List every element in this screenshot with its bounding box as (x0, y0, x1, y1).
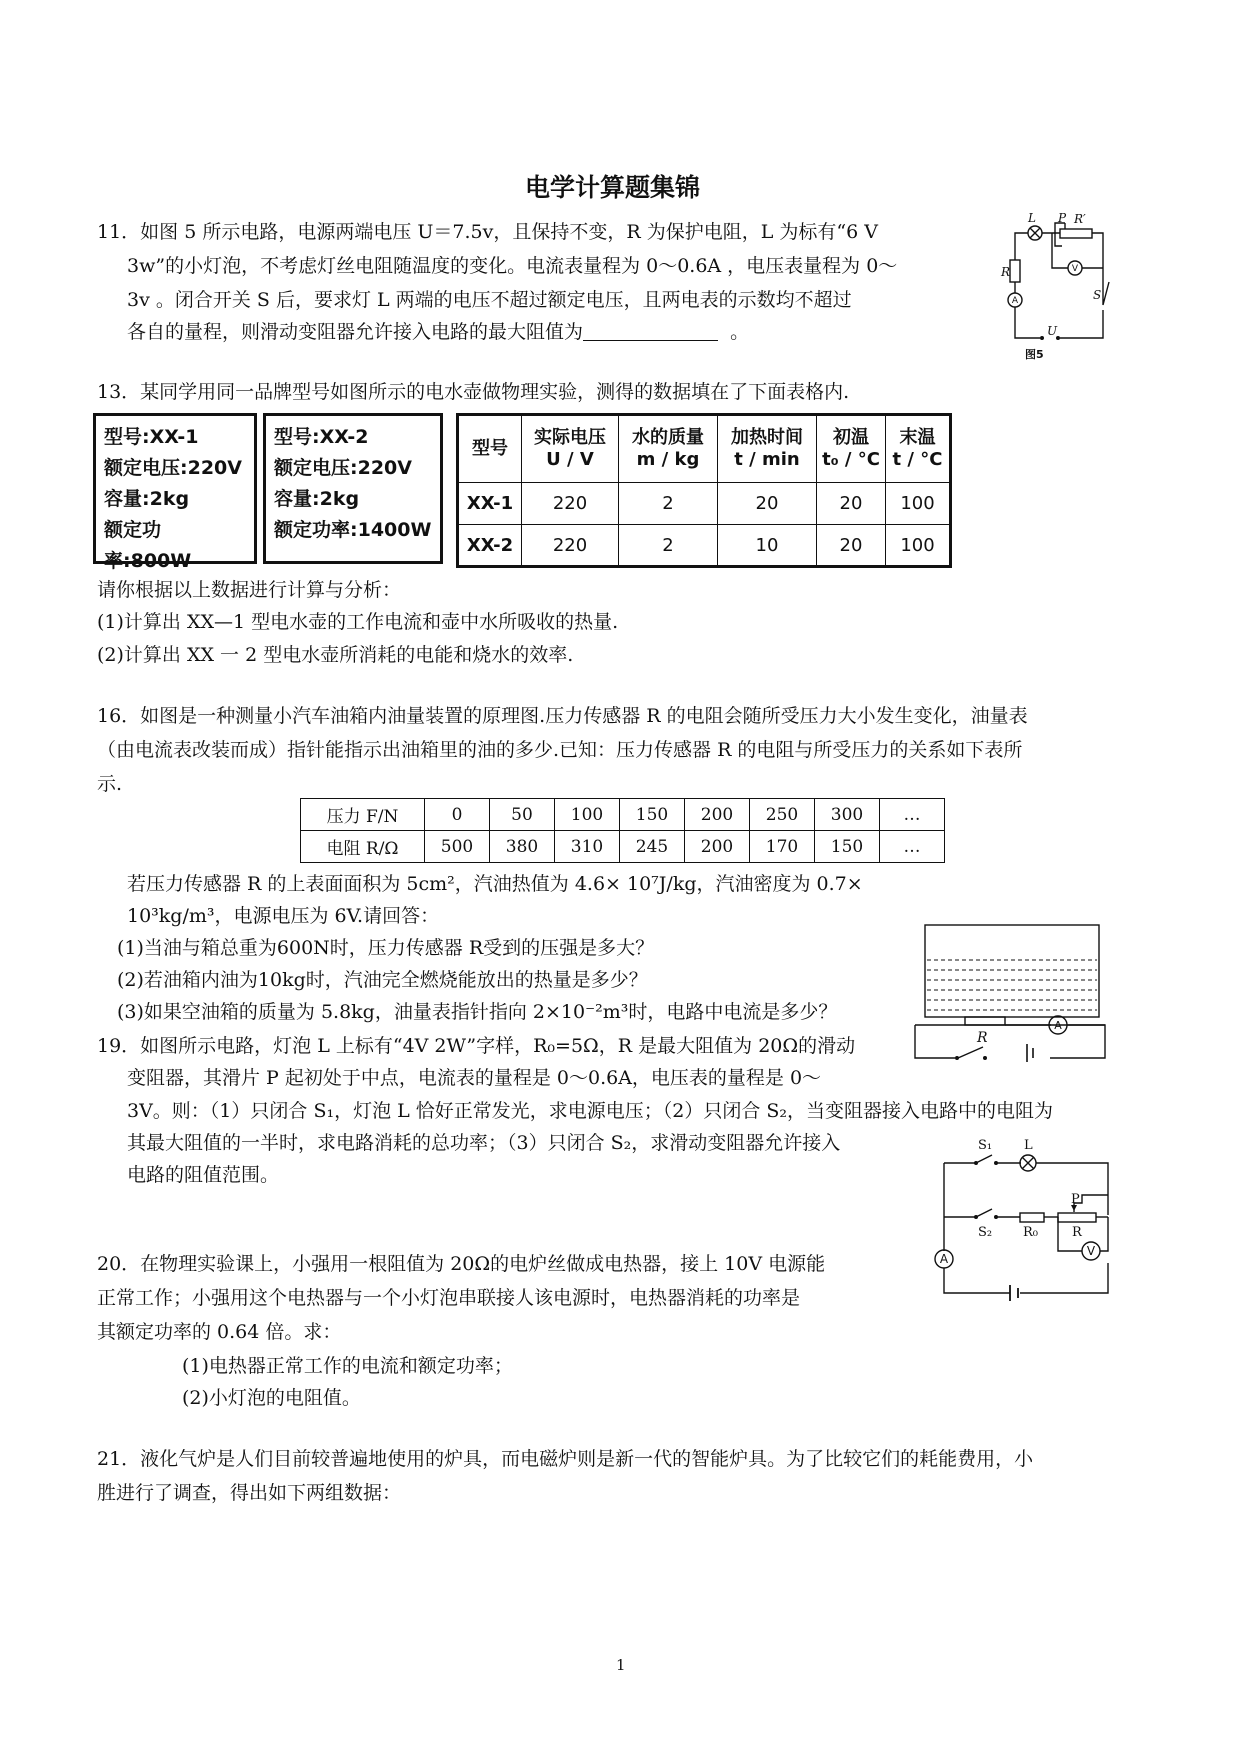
q19-line-4: 其最大阻值的一半时，求电路消耗的总功率；（3）只闭合 S₂，求滑动变阻器允许接入 (127, 1132, 841, 1154)
resistor-icon (1010, 260, 1020, 282)
answer-blank (583, 320, 718, 341)
fuel-tank-diagram (905, 922, 1115, 1062)
q16-pressure-table (300, 798, 945, 863)
q13-part-2: (2)计算出 XX 一 2 型电水壶所消耗的电能和烧水的效率. (97, 644, 574, 666)
q16-part-1: (1)当油与箱总重为600N时，压力传感器 R受到的压强是多大？ (117, 937, 655, 959)
table-row: XX-1 220 2 20 20 100 (458, 483, 951, 525)
plate2-line-3: 容量:2kg (274, 488, 360, 510)
q21-line-1: 21．液化气炉是人们目前较普遍地使用的炉具，而电磁炉则是新一代的智能炉具。为了比较它们的耗能费用，小 (97, 1448, 1034, 1470)
th-time: 加热时间 t / min (718, 415, 817, 483)
plate1-line-2: 额定电压:220V (104, 457, 242, 479)
q20-line-3: 其额定功率的 0.64 倍。求： (97, 1321, 342, 1343)
q19-label-S2: S₂ (978, 1225, 993, 1240)
fig5-label-Rp: R′ (1074, 212, 1086, 226)
table-row: XX-2 220 2 10 20 100 (458, 525, 951, 567)
q16-given-2: 10³kg/m³，电源电压为 6V.请回答： (127, 905, 440, 927)
q13-data-table (456, 413, 952, 568)
q13-intro: 13．某同学用同一品牌型号如图所示的电水壶做物理实验，测得的数据填在了下面表格内. (97, 381, 850, 403)
tank-label-R: R (977, 1030, 988, 1046)
th-initial-temp: 初温 t₀ / °C (817, 415, 886, 483)
table-row: 压力 F/N 0 50 100 150 200 250 300 … (301, 799, 945, 831)
q19-label-S1: S₁ (978, 1138, 993, 1153)
plate1-line-3: 容量:2kg (104, 488, 190, 510)
q11-line-4 (127, 320, 749, 344)
q19-label-P: P (1071, 1192, 1080, 1207)
q20-line-1: 20．在物理实验课上，小强用一根阻值为 20Ω的电炉丝做成电热器，接上 10V 电源能 (97, 1253, 826, 1275)
q16-line-2: （由电流表改装而成）指针能指示出油箱里的油的多少.已知：压力传感器 R 的电阻与所受压力的关系如下表所 (97, 739, 1023, 761)
fig5-label-U: U (1047, 324, 1058, 338)
th-model: 型号 (458, 415, 522, 483)
rheostat-r-icon (1058, 1213, 1096, 1222)
plate2-line-2: 额定电压:220V (274, 457, 412, 479)
plate1-line-4: 额定功率:800W (104, 519, 192, 572)
q19-label-V: V (1086, 1244, 1096, 1258)
q13-part-1: (1)计算出 XX—1 型电水壶的工作电流和壶中水所吸收的热量. (97, 611, 619, 633)
rheostat-icon (1060, 229, 1092, 238)
q20-line-2: 正常工作；小强用这个电热器与一个小灯泡串联接人该电源时，电热器消耗的功率是 (97, 1287, 801, 1309)
th-mass: 水的质量 m / kg (619, 415, 718, 483)
q16-part-3: (3)如果空油箱的质量为 5.8kg，油量表指针指向 2×10⁻²m³时，电路中电流是多少？ (117, 1001, 838, 1023)
table-row: 电阻 R/Ω 500 380 310 245 200 170 150 … (301, 831, 945, 863)
q16-line-1: 16．如图是一种测量小汽车油箱内油量装置的原理图.压力传感器 R 的电阻会随所受压力大小发生变化，油量表 (97, 705, 1028, 727)
figure-5-circuit (990, 210, 1120, 360)
fixed-resistor-r0-icon (1020, 1213, 1044, 1222)
q11-line-1: 11．如图 5 所示电路，电源两端电压 U＝7.5v，且保持不变，R 为保护电阻，L 为标有“6 V (97, 221, 878, 243)
q19-label-R: R (1072, 1225, 1082, 1240)
plate2-line-4: 额定功率:1400W (274, 519, 432, 541)
q11-line-3: 3v 。闭合开关 S 后，要求灯 L 两端的电压不超过额定电压，且两电表的示数均不超过 (127, 289, 852, 311)
q16-given-1: 若压力传感器 R 的上表面面积为 5cm²，汽油热值为 4.6× 10⁷J/kg，汽油密度为 0.7× (127, 873, 863, 895)
q20-part-2: (2)小灯泡的电阻值。 (182, 1387, 361, 1409)
q20-part-1: (1)电热器正常工作的电流和额定功率； (182, 1355, 513, 1377)
plate2-line-1: 型号:XX-2 (274, 426, 369, 448)
fig5-label-S: S (1093, 288, 1102, 302)
q19-line-3: 3V。则：（1）只闭合 S₁，灯泡 L 恰好正常发光，求电源电压；（2）只闭合 S₂，当变阻器接入电路中的电阻为 (127, 1100, 1054, 1122)
q16-part-2: (2)若油箱内油为10kg时，汽油完全燃烧能放出的热量是多少？ (117, 969, 648, 991)
th-voltage: 实际电压 U / V (522, 415, 619, 483)
q19-line-5: 电路的阻值范围。 (127, 1164, 280, 1186)
fig5-label-P: P (1058, 211, 1067, 225)
q11-tail: 。 (730, 321, 750, 343)
fig5-caption: 图5 (1025, 348, 1044, 360)
fig5-label-V: V (1071, 264, 1079, 274)
tank-label-A: A (1054, 1019, 1062, 1032)
q19-label-A: A (939, 1252, 949, 1266)
q19-circuit (920, 1133, 1120, 1303)
fuel-tank-icon (925, 925, 1099, 1017)
q19-label-R0: R₀ (1023, 1225, 1038, 1240)
table-header-row (458, 415, 951, 483)
kettle-nameplate-xx2 (263, 413, 443, 564)
page-number: 1 (616, 1656, 626, 1674)
kettle-nameplate-xx1 (93, 413, 257, 572)
q21-line-2: 胜进行了调查，得出如下两组数据： (97, 1482, 402, 1504)
q16-line-3: 示. (97, 773, 123, 795)
pressure-sensor-icon (965, 1017, 1005, 1025)
q19-line-1: 19．如图所示电路，灯泡 L 上标有“4V 2W”字样，R₀=5Ω，R 是最大阻值为 20Ω的滑动 (97, 1035, 856, 1057)
q19-line-2: 变阻器，其滑片 P 起初处于中点，电流表的量程是 0～0.6A，电压表的量程是 0～ (127, 1067, 822, 1089)
page-title: 电学计算题集锦 (525, 173, 701, 202)
plate1-line-1: 型号:XX-1 (104, 426, 199, 448)
q11-line-2: 3w”的小灯泡，不考虑灯丝电阻随温度的变化。电流表量程为 0～0.6A ，电压表量程为 0～ (127, 255, 898, 277)
fig5-label-L: L (1028, 211, 1036, 225)
th-final-temp: 末温 t / °C (886, 415, 951, 483)
fig5-label-R: R (1001, 265, 1011, 279)
q13-ask: 请你根据以上数据进行计算与分析： (97, 579, 402, 601)
q11-line-4-text: 各自的量程，则滑动变阻器允许接入电路的最大阻值为 (127, 321, 584, 343)
fig5-label-A: A (1011, 296, 1019, 306)
q19-label-L: L (1024, 1138, 1033, 1153)
